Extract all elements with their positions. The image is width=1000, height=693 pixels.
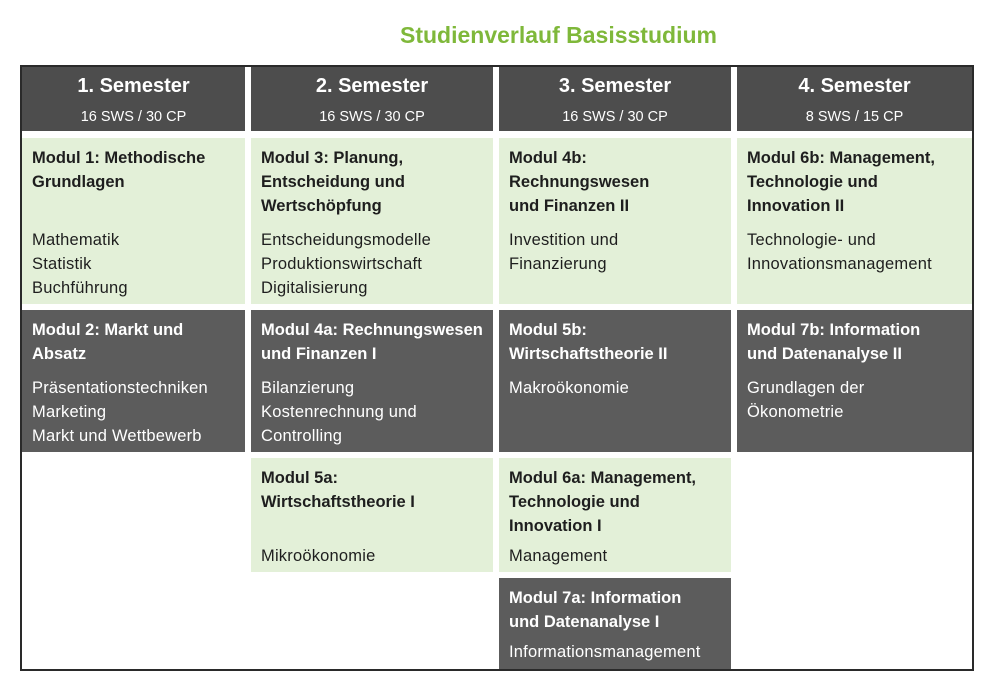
- module-5a-title: Modul 5a: Wirtschaftstheorie I: [261, 469, 415, 511]
- module-7a: [499, 578, 731, 669]
- module-7b-title: Modul 7b: Information und Datenanalyse II: [747, 321, 921, 363]
- module-4b: [499, 138, 731, 304]
- module-7b-content: Grundlagen der Ökonometrie: [747, 379, 865, 421]
- module-4a-content: Bilanzierung Kostenrechnung und Controlling: [261, 379, 417, 445]
- module-7a-content: Informationsmanagement: [509, 643, 701, 661]
- module-6b-title: Modul 6b: Management, Technologie und Innovation II: [747, 149, 935, 215]
- semester-3-title: 3. Semester: [558, 75, 672, 97]
- semester-1-load: 16 SWS / 30 CP: [80, 109, 187, 125]
- semester-4-header: [737, 67, 972, 131]
- module-2-title: Modul 2: Markt und Absatz: [32, 321, 184, 363]
- module-6a: [499, 458, 731, 572]
- module-2-content: Präsentationstechniken Marketing Markt und Wettbewerb: [32, 379, 208, 445]
- semester-2-title: 2. Semester: [315, 75, 429, 97]
- module-4a: [251, 310, 493, 452]
- module-3: [251, 138, 493, 304]
- semester-2-load: 16 SWS / 30 CP: [319, 109, 425, 125]
- module-7a-title: Modul 7a: Information und Datenanalyse I: [509, 589, 682, 631]
- semester-1-header: [22, 67, 245, 131]
- module-5b-title: Modul 5b: Wirtschaftstheorie II: [509, 321, 668, 363]
- semester-2-header: [251, 67, 493, 131]
- module-3-title: Modul 3: Planung, Entscheidung und Wertschöpfung: [261, 149, 405, 215]
- module-2: [22, 310, 245, 452]
- module-3-content: Entscheidungsmodelle Produktionswirtschaft Digitalisierung: [261, 231, 432, 297]
- module-5a: [251, 458, 493, 572]
- module-4b-title: Modul 4b: Rechnungswesen und Finanzen II: [509, 149, 650, 215]
- module-4a-title: Modul 4a: Rechnungswesen und Finanzen I: [261, 321, 483, 363]
- module-6a-content: Management: [509, 547, 608, 565]
- module-1-title: Modul 1: Methodische Grundlagen: [32, 149, 206, 191]
- semester-3-load: 16 SWS / 30 CP: [562, 109, 668, 125]
- module-4b-content: Investition und Finanzierung: [509, 231, 619, 273]
- module-6b-content: Technologie- und Innovationsmanagement: [747, 231, 932, 273]
- semester-4-title: 4. Semester: [798, 75, 911, 97]
- module-5b-content: Makroökonomie: [509, 379, 629, 397]
- semester-3-header: [499, 67, 731, 131]
- module-1-content: Mathematik Statistik Buchführung: [32, 231, 128, 297]
- module-6b: [737, 138, 972, 304]
- module-7b: [737, 310, 972, 452]
- module-6a-title: Modul 6a: Management, Technologie und Innovation I: [509, 469, 697, 535]
- module-1: [22, 138, 245, 304]
- semester-1-title: 1. Semester: [77, 75, 190, 97]
- page-title: Studienverlauf Basisstudium: [400, 22, 717, 48]
- module-5b: [499, 310, 731, 452]
- module-5a-content: Mikroökonomie: [261, 547, 376, 565]
- semester-4-load: 8 SWS / 15 CP: [805, 109, 904, 125]
